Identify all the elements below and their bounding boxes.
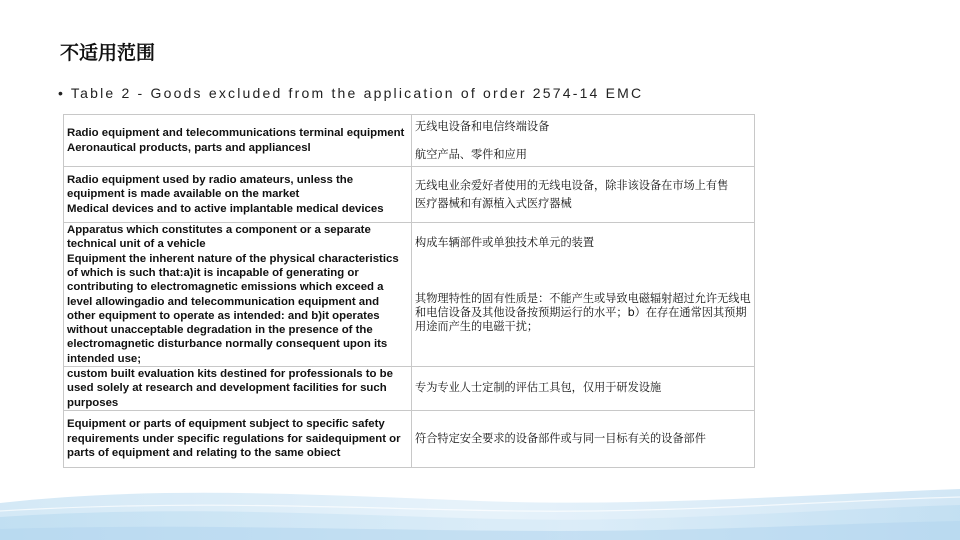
chinese-cell — [412, 115, 755, 167]
chinese-text: 无线电设备和电信终端设备 — [415, 119, 550, 133]
english-text: Radio equipment used by radio amateurs, unless the equipment is made available on the market — [67, 174, 354, 201]
chinese-cell — [412, 410, 755, 467]
english-cell — [64, 223, 412, 367]
english-text: custom built evaluation kits destined for professionals to be used solely at research and development facilities for such purposes — [67, 368, 393, 409]
english-cell — [64, 167, 412, 223]
english-text: Aeronautical products, parts and appliancesl — [67, 141, 311, 154]
chinese-text: 其物理特性的固有性质是：不能产生或导致电磁辐射超过允许无线电和电信设备及其他设备按预期运行的水平；b）在存在通常因其预期用途而产生的电磁干扰； — [415, 291, 751, 333]
english-text: Medical devices and to active implantable medical devices — [67, 202, 384, 215]
english-text: Equipment or parts of equipment subject to specific safety requirements under specific regulations for saidequipment or parts of equipment and relating to the same obiect — [67, 418, 401, 460]
table-row — [64, 410, 755, 467]
english-cell — [64, 115, 412, 167]
chinese-cell — [412, 223, 755, 367]
english-text: Radio equipment and telecommunications terminal equipment — [67, 127, 405, 140]
chinese-text: 构成车辆部件或单独技术单元的装置 — [415, 235, 595, 249]
table-row — [64, 367, 755, 411]
table-row — [64, 115, 755, 167]
english-cell — [64, 410, 412, 467]
chinese-cell — [412, 167, 755, 223]
chinese-text: 无线电业余爱好者使用的无线电设备，除非该设备在市场上有售 — [415, 178, 729, 192]
chinese-text: 专为专业人士定制的评估工具包，仅用于研发设施 — [415, 381, 662, 395]
decorative-wave-band — [0, 465, 960, 540]
chinese-text: 医疗器械和有源植入式医疗器械 — [415, 196, 572, 210]
english-cell — [64, 367, 412, 411]
table-caption — [58, 85, 643, 101]
bullet-icon: • — [58, 85, 63, 101]
english-text: Apparatus which constitutes a component or a separate technical unit of a vehicle — [67, 224, 371, 251]
english-text: Equipment the inherent nature of the physical characteristics of which is such that:a)it is incapable of generating or contributing to electromagnetic emissions which exceed a level allowingadio and telecommunication equipment and other equipment to operate as intended: and b)it operates without unacceptable degradation in the presence of the electromagnetic disturbance normally consequent upon its intended use; — [67, 252, 399, 365]
table-row — [64, 167, 755, 223]
chinese-text: 符合特定安全要求的设备部件或与同一目标有关的设备部件 — [415, 431, 706, 445]
table-row — [64, 223, 755, 367]
chinese-cell — [412, 367, 755, 411]
page-title: 不适用范围 — [60, 42, 156, 64]
table-caption-text: Table 2 - Goods excluded from the application of order 2574-14 EMC — [70, 85, 644, 101]
chinese-text: 航空产品、零件和应用 — [415, 147, 527, 161]
exclusions-table — [63, 114, 755, 468]
